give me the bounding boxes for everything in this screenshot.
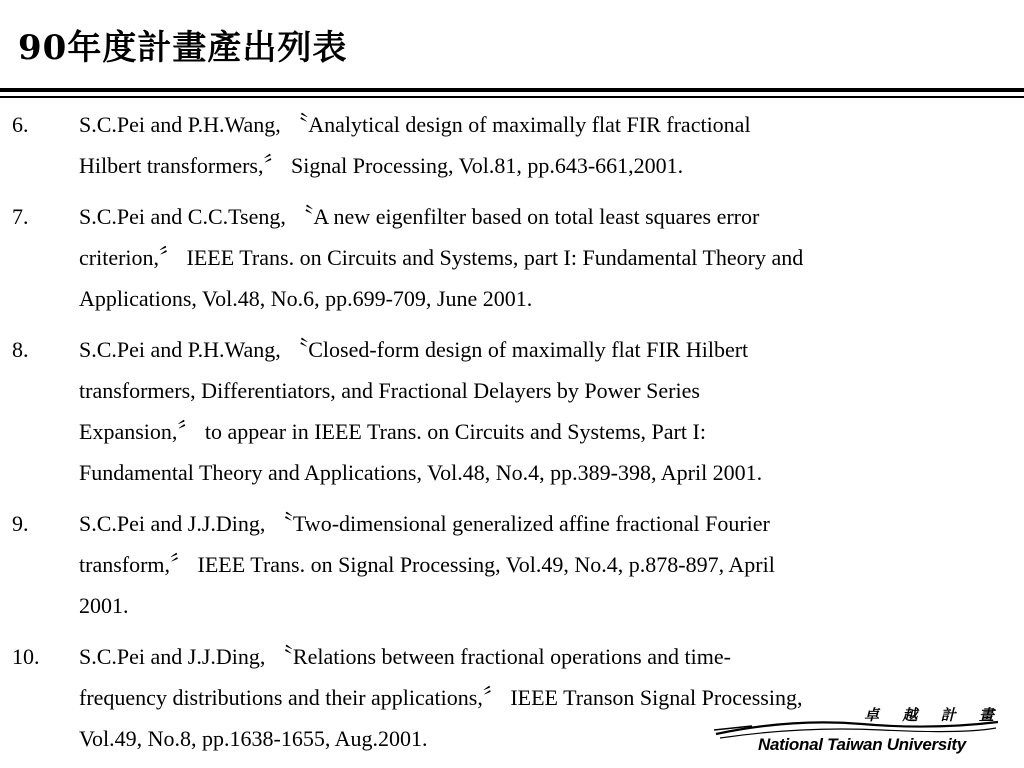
reference-line: Fundamental Theory and Applications, Vol.48, No.4, pp.389-398, April 2001. [79, 460, 763, 485]
reference-line: frequency distributions and their applications,〞 IEEE Transon Signal Processing, [79, 685, 803, 710]
logo-char: 計 [940, 706, 956, 724]
reference-number: 6. [12, 112, 29, 137]
title-divider-thin [0, 96, 1024, 98]
reference-line: Expansion,〞 to appear in IEEE Trans. on Circuits and Systems, Part I: [79, 419, 706, 444]
title-divider-thick [0, 88, 1024, 92]
reference-line: Applications, Vol.48, No.6, pp.699-709, June 2001. [79, 286, 533, 311]
reference-line: 2001. [79, 593, 129, 618]
logo-char: 越 [902, 706, 918, 724]
reference-number: 8. [12, 337, 29, 362]
reference-line: S.C.Pei and J.J.Ding, 〝Relations between fractional operations and time- [79, 644, 731, 669]
reference-line: criterion,〞 IEEE Trans. on Circuits and Systems, part I: Fundamental Theory and [79, 245, 804, 270]
reference-line: transformers, Differentiators, and Fractional Delayers by Power Series [79, 378, 700, 403]
logo-english-text: National Taiwan University [758, 735, 966, 754]
reference-number: 10. [12, 644, 40, 669]
page-title: 90年度計畫產出列表 [18, 28, 348, 68]
reference-number: 9. [12, 511, 29, 536]
logo-char: 畫 [978, 706, 994, 724]
reference-line: S.C.Pei and C.C.Tseng, 〝A new eigenfilter based on total least squares error [79, 204, 760, 229]
reference-line: Hilbert transformers,〞 Signal Processing, Vol.81, pp.643-661,2001. [79, 153, 684, 178]
reference-number: 7. [12, 204, 29, 229]
reference-line: S.C.Pei and P.H.Wang, 〝Analytical design of maximally flat FIR fractional [79, 112, 751, 137]
reference-line: transform,〞 IEEE Trans. on Signal Processing, Vol.49, No.4, p.878-897, April [79, 552, 775, 577]
ntu-logo [712, 704, 1012, 764]
reference-line: S.C.Pei and P.H.Wang, 〝Closed-form design of maximally flat FIR Hilbert [79, 337, 749, 362]
logo-char: 卓 [864, 706, 880, 724]
reference-line: S.C.Pei and J.J.Ding, 〝Two-dimensional generalized affine fractional Fourier [79, 511, 770, 536]
reference-line: Vol.49, No.8, pp.1638-1655, Aug.2001. [79, 726, 428, 751]
